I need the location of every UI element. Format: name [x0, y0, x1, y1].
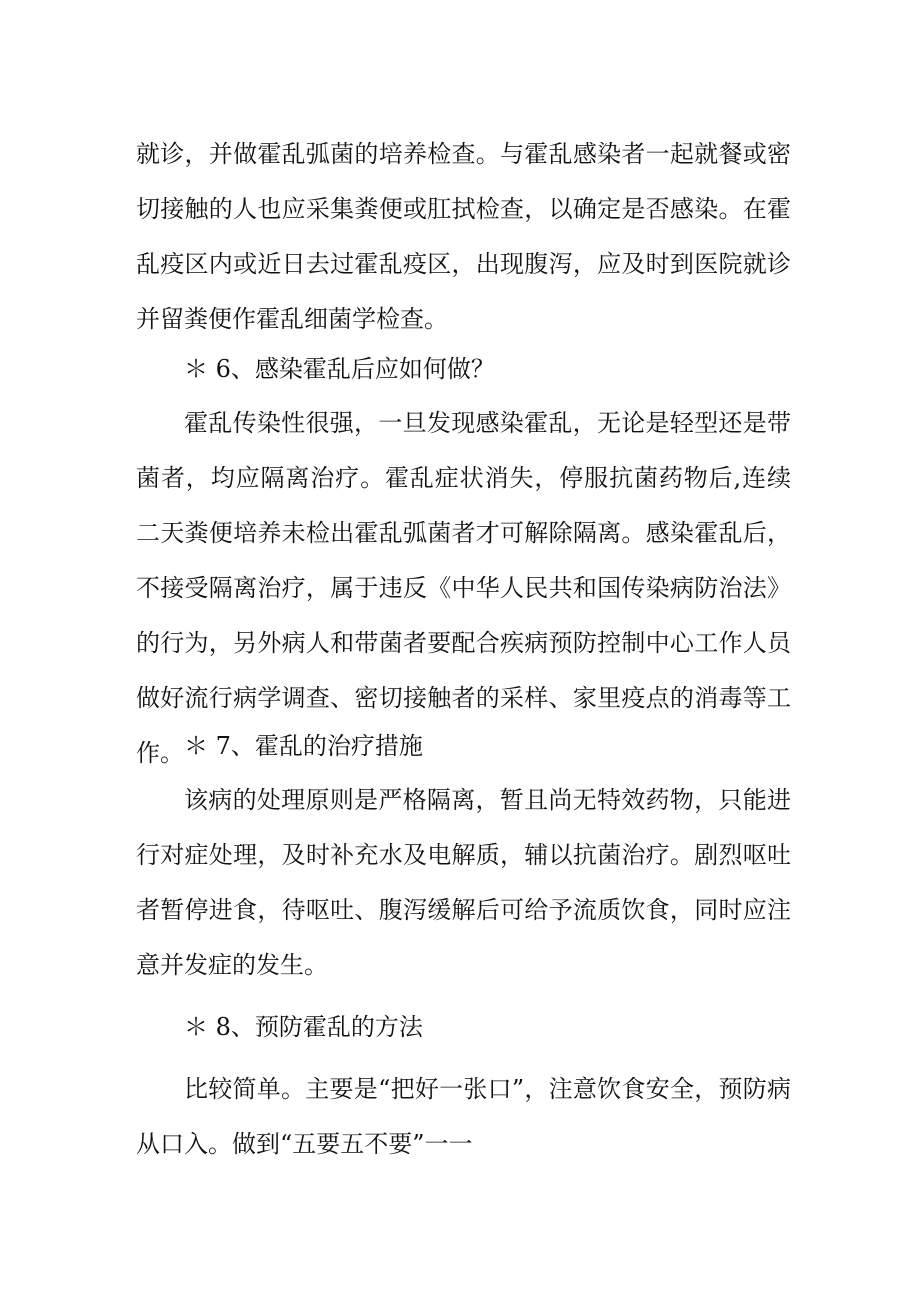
body-paragraph: 就诊，并做霍乱弧菌的培养检查。与霍乱感染者一起就餐或密切接触的人也应采集粪便或肛拭检查，以确定是否感染。在霍乱疫区内或近日去过霍乱疫区，出现腹泻，应及时到医院就诊并留粪便作霍乱细菌学检查。 [136, 140, 791, 333]
section-heading: ＊ 7、霍乱的治疗措施 [184, 732, 423, 760]
body-paragraph: 该病的处理原则是严格隔离，暂且尚无特效药物，只能进行对症处理，及时补充水及电解质，辅以抗菌治疗。剧烈呕吐者暂停进食，待呕吐、腹泻缓解后可给予流质饮食，同时应注意并发症的发生。 [136, 786, 791, 979]
section-heading: ＊ 6、感染霍乱后应如何做？ [184, 355, 495, 383]
body-paragraph: 比较简单。主要是“把好一张口”，注意饮食安全，预防病从口入。做到“五要五不要”一一 [136, 1075, 791, 1158]
section-heading: ＊ 8、预防霍乱的方法 [184, 1013, 423, 1041]
body-paragraph: 霍乱传染性很强，一旦发现感染霍乱，无论是轻型还是带菌者，均应隔离治疗。霍乱症状消失，停服抗菌药物后,连续二天粪便培养未检出霍乱弧菌者才可解除隔离。感染霍乱后，不接受隔离治疗，属于违反《中华人民共和国传染病防治法》的行为，另外病人和带菌者要配合疾病预防控制中心工作人员做好流行病学调查、密切接触者的采样、家里疫点的消毒等工作。 [136, 409, 791, 767]
